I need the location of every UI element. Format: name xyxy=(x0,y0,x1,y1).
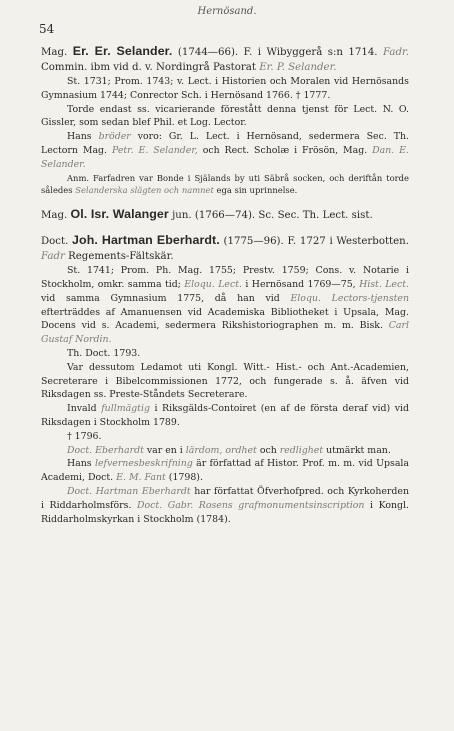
note-text: ega sin uprinnelse. xyxy=(216,185,298,196)
page-number: 54 xyxy=(39,22,55,36)
entry-paragraph xyxy=(41,457,409,485)
entry-sons-paragraph xyxy=(41,130,409,171)
text-span: är författad af Histor. Prof. m. m. vid Upsala Academi, Doct. xyxy=(41,458,410,484)
text-span: efterträddes af Amanuensen vid Academiska Bibliotheket i Upsala, Mag. Docens vid s. Academi, sedermera Rikshistoriographen m. m. Bisk. xyxy=(41,306,409,332)
entry-paragraph xyxy=(41,485,409,526)
italic-span: fullmägtig xyxy=(101,403,150,415)
entry-title-prefix: Mag. xyxy=(41,209,68,221)
italic-span: redlighet xyxy=(279,444,324,456)
entry-title-prefix: Mag. xyxy=(41,47,68,58)
entry-title-name: Joh. Hartman Eberhardt. xyxy=(72,233,220,248)
text-span: voro: Gr. L. Lect. i Hernösand, sedermera Sec. Th. Lectorn Mag. xyxy=(41,131,410,156)
italic-span: lefvernesbeskrifning xyxy=(94,458,193,470)
entry-intro-italic: Fadr. xyxy=(383,47,409,58)
entry-eberhardt-heading xyxy=(41,233,409,264)
text-span: i Hernösand 1769—75, xyxy=(245,279,356,291)
text-span: har författat Öfverhofpred. och Kyrkoherden i Riddarholmsförs. xyxy=(41,486,409,511)
entry-paragraph xyxy=(41,444,409,458)
entry-title-years: (1775—96). xyxy=(223,236,284,248)
italic-span: Doct. Eberhardt xyxy=(67,444,144,456)
entry-paragraph: † 1796. xyxy=(67,430,102,442)
entry-paragraph xyxy=(41,264,409,347)
entry-intro: F. 1727 i Westerbotten. xyxy=(287,236,409,248)
text-span: i Kongl. Riddarholmskyrkan i Stockholm (1784). xyxy=(41,499,410,525)
entry-intro-italic-2: Er. P. Selander. xyxy=(259,61,337,73)
entry-intro: Sc. Sec. Th. Lect. sist. xyxy=(258,209,373,221)
entry-intro: F. i Wibyggerå s:n 1714. xyxy=(243,47,378,58)
italic-span: Dan. E. Selander. xyxy=(41,144,409,170)
italic-span: bröder xyxy=(98,131,131,143)
note-text: Anm. Farfadren var Bonde i Själands by uti Säbrå socken, och deriftån torde således xyxy=(41,172,409,196)
entry-paragraph: Var dessutom Ledamot uti Kongl. Witt.- Hist.- och Ant.-Academien, Secreterare i Bibelcommissionen 1772, och fungerade s. å. äfven vid Riksdagen ss. Preste-Ståndets Secreterare. xyxy=(41,361,409,401)
italic-span: Petr. E. Selander, xyxy=(111,144,198,156)
italic-span: Doct. Gabr. Rosens grafmonumentsinscription xyxy=(137,499,365,511)
text-span: och xyxy=(259,444,277,456)
entry-title-name: Er. Er. Selander. xyxy=(72,44,173,58)
running-head: Hernösand. xyxy=(197,6,257,17)
italic-span: Eloqu. Lect. xyxy=(184,279,242,291)
italic-span: Eloqu. Lectors-tjensten xyxy=(290,292,410,304)
text-span: (1798). xyxy=(168,472,203,484)
text-span: Hans xyxy=(67,458,92,470)
italic-span: E. M. Fant xyxy=(116,472,166,484)
text-column xyxy=(41,44,409,526)
entry-selander-heading xyxy=(41,44,409,75)
italic-span: lärdom, ordhet xyxy=(185,444,257,456)
text-span: Hans xyxy=(67,131,92,143)
entry-walanger-heading xyxy=(41,207,409,224)
entry-intro-italic: Fadr xyxy=(41,250,65,262)
entry-title-suffix: jun. xyxy=(172,209,192,221)
entry-title-prefix: Doct. xyxy=(41,236,69,248)
italic-span: Hist. Lect. xyxy=(359,279,409,291)
entry-paragraph xyxy=(41,402,409,430)
entry-title-years: (1744—66). xyxy=(177,47,239,58)
entry-paragraph: Torde endast ss. vicarierande förestått denna tjenst för Lect. N. O. Gissler, som sedan blef Phil. et Log. Lector. xyxy=(41,103,409,129)
text-span: St. 1741; Prom. Ph. Mag. 1755; Prestv. 1759; Cons. v. Notarie i Stockholm, omkr. samma tid; xyxy=(41,265,409,291)
entry-intro-after: Regements-Fältskär. xyxy=(68,250,174,262)
entry-note xyxy=(41,172,409,197)
text-span: och Rect. Scholæ i Frösön, Mag. xyxy=(202,144,368,156)
entry-paragraph: St. 1731; Prom. 1743; v. Lect. i Historien och Moralen vid Hernösands Gymnasium 1744; Conrector Sch. i Hernösand 1766. † 1777. xyxy=(41,76,409,101)
text-span: var en i xyxy=(146,444,183,456)
text-span: vid samma Gymnasium 1775, då han vid xyxy=(41,292,280,304)
entry-intro-after: Commin. ibm vid d. v. Nordingrå Pastorat xyxy=(41,61,256,73)
entry-title-name: Ol. Isr. Walanger xyxy=(70,206,169,221)
note-italic: Selanderska slägten och namnet xyxy=(75,185,214,196)
text-span: utmärkt man. xyxy=(326,444,391,456)
entry-title-years: (1766—74). xyxy=(194,209,256,221)
entry-paragraph: Th. Doct. 1793. xyxy=(67,348,141,360)
italic-span: Doct. Hartman Eberhardt xyxy=(67,486,191,498)
text-span: Invald xyxy=(67,403,97,415)
text-span: i Riksgälds-Contoiret (en af de första deraf vid) vid Riksdagen i Stockholm 1789. xyxy=(41,403,409,429)
italic-span: Carl Gustaf Nordin. xyxy=(41,320,409,346)
